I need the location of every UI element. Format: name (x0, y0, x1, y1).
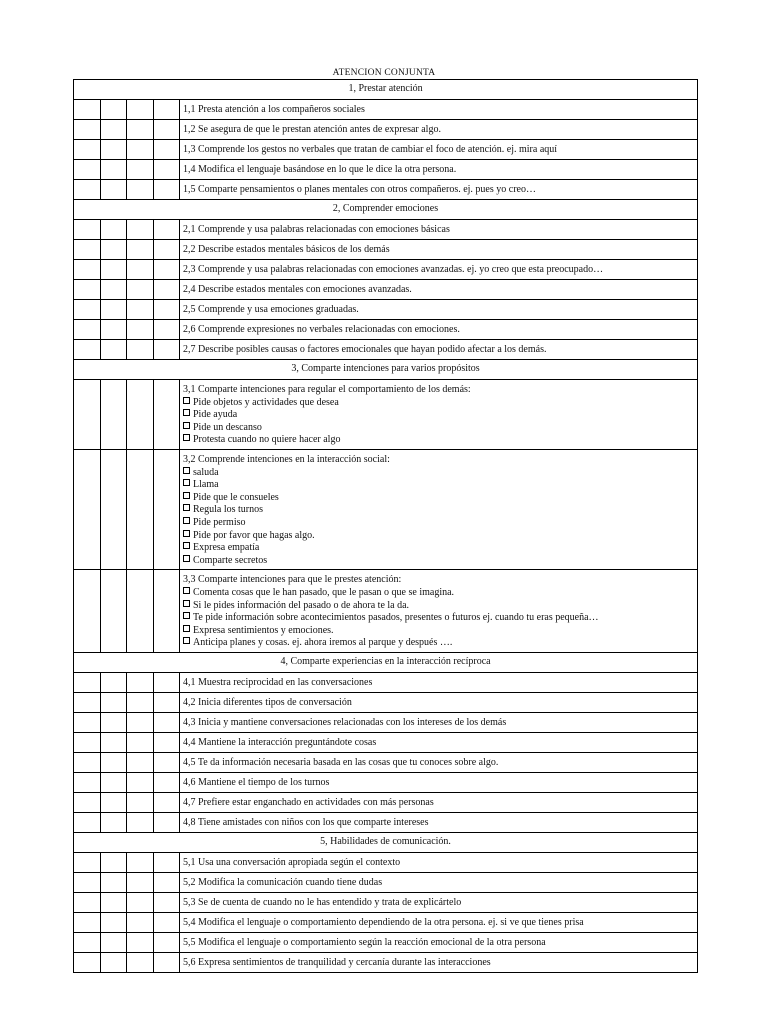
rating-cell-4[interactable] (154, 449, 180, 569)
item-text-cell (180, 672, 698, 692)
item-text-cell (180, 120, 698, 140)
subitem-text: Regula los turnos (193, 504, 263, 516)
rating-cell-1[interactable] (74, 220, 101, 240)
rating-cell-2[interactable] (101, 852, 127, 872)
rating-cell-3[interactable] (127, 280, 154, 300)
rating-cell-1[interactable] (74, 952, 101, 972)
item-text-cell (180, 280, 698, 300)
checklist-item-row (74, 280, 698, 300)
item-text-cell (180, 772, 698, 792)
item-text: 5,5 Modifica el lenguaje o comportamiento según la reacción emocional de la otra persona (183, 936, 546, 948)
rating-cell-2[interactable] (101, 952, 127, 972)
rating-cell-3[interactable] (127, 220, 154, 240)
rating-cell-1[interactable] (74, 812, 101, 832)
item-text: 4,6 Mantiene el tiempo de los turnos (183, 776, 330, 788)
item-text-cell (180, 732, 698, 752)
rating-cell-2[interactable] (101, 892, 127, 912)
rating-cell-1[interactable] (74, 100, 101, 120)
rating-cell-4[interactable] (154, 712, 180, 732)
rating-cell-1[interactable] (74, 449, 101, 569)
checklist-item-row (74, 320, 698, 340)
checkbox-square-icon[interactable] (183, 530, 190, 537)
subitem (183, 587, 694, 600)
checklist-table (73, 79, 698, 973)
document-title: ATENCION CONJUNTA (332, 68, 436, 78)
checklist-item-row (74, 712, 698, 732)
rating-cell-3[interactable] (127, 732, 154, 752)
rating-cell-3[interactable] (127, 872, 154, 892)
item-text: 2,6 Comprende expresiones no verbales relacionadas con emociones. (183, 324, 460, 335)
item-text-cell (180, 140, 698, 160)
item-text: 2,7 Describe posibles causas o factores emocionales que hayan podido afectar a los demás. (183, 344, 547, 355)
rating-cell-4[interactable] (154, 912, 180, 932)
rating-cell-3[interactable] (127, 380, 154, 450)
checkbox-square-icon[interactable] (183, 434, 190, 441)
checkbox-square-icon[interactable] (183, 504, 190, 511)
subitem-text: Comenta cosas que le han pasado, que le pasan o que se imagina. (193, 586, 455, 598)
rating-cell-3[interactable] (127, 932, 154, 952)
rating-cell-4[interactable] (154, 120, 180, 140)
item-text: 5,3 Se de cuenta de cuando no le has entendido y trata de explicártelo (183, 896, 462, 908)
item-text-cell (180, 872, 698, 892)
rating-cell-1[interactable] (74, 300, 101, 320)
item-text-cell (180, 812, 698, 832)
rating-cell-4[interactable] (154, 792, 180, 812)
subitem (183, 612, 694, 625)
rating-cell-4[interactable] (154, 260, 180, 280)
rating-cell-1[interactable] (74, 672, 101, 692)
rating-cell-3[interactable] (127, 140, 154, 160)
rating-cell-1[interactable] (74, 852, 101, 872)
item-text: 2,3 Comprende y usa palabras relacionadas con emociones avanzadas. ej. yo creo que esta preocupado… (183, 264, 604, 275)
subitem-text: Pide objetos y actividades que desea (193, 396, 339, 408)
checklist-item-row (74, 449, 698, 569)
item-text-cell (180, 792, 698, 812)
item-text-cell (180, 380, 698, 450)
rating-cell-2[interactable] (101, 380, 127, 450)
checkbox-square-icon[interactable] (183, 555, 190, 562)
section-header-row (74, 200, 698, 220)
subitem-text: Pide ayuda (193, 409, 238, 421)
subitem-text: Te pide información sobre acontecimientos pasados, presentes o futuros ej. cuando tu eras pequeña… (193, 612, 599, 624)
rating-cell-4[interactable] (154, 892, 180, 912)
rating-cell-3[interactable] (127, 320, 154, 340)
item-text: 1,4 Modifica el lenguaje basándose en lo que le dice la otra persona. (183, 164, 457, 175)
checklist-item-row (74, 300, 698, 320)
subitem (183, 422, 694, 435)
rating-cell-4[interactable] (154, 570, 180, 653)
checkbox-square-icon[interactable] (183, 467, 190, 474)
checklist-item-row (74, 570, 698, 653)
checklist-item-row (74, 872, 698, 892)
rating-cell-4[interactable] (154, 732, 180, 752)
rating-cell-1[interactable] (74, 872, 101, 892)
checklist-item-row (74, 220, 698, 240)
rating-cell-1[interactable] (74, 240, 101, 260)
item-text-cell (180, 300, 698, 320)
item-text-cell (180, 320, 698, 340)
subitem-text: Llama (193, 479, 219, 491)
rating-cell-1[interactable] (74, 892, 101, 912)
subitem-text: Pide por favor que hagas algo. (193, 529, 315, 541)
rating-cell-4[interactable] (154, 100, 180, 120)
rating-cell-4[interactable] (154, 872, 180, 892)
rating-cell-2[interactable] (101, 672, 127, 692)
checklist-item-row (74, 692, 698, 712)
rating-cell-1[interactable] (74, 772, 101, 792)
rating-cell-2[interactable] (101, 872, 127, 892)
rating-cell-4[interactable] (154, 340, 180, 360)
section-header-row (74, 832, 698, 852)
rating-cell-2[interactable] (101, 692, 127, 712)
rating-cell-1[interactable] (74, 912, 101, 932)
rating-cell-3[interactable] (127, 792, 154, 812)
rating-cell-1[interactable] (74, 160, 101, 180)
checkbox-square-icon[interactable] (183, 397, 190, 404)
item-text-cell (180, 180, 698, 200)
rating-cell-3[interactable] (127, 180, 154, 200)
checklist-item-row (74, 932, 698, 952)
rating-cell-4[interactable] (154, 160, 180, 180)
item-text: 3,1 Comparte intenciones para regular el comportamiento de los demás: (183, 384, 471, 395)
item-text: 4,1 Muestra reciprocidad en las conversaciones (183, 676, 373, 688)
rating-cell-2[interactable] (101, 340, 127, 360)
checklist-item-row (74, 672, 698, 692)
rating-cell-1[interactable] (74, 380, 101, 450)
rating-cell-1[interactable] (74, 752, 101, 772)
checklist-item-row (74, 752, 698, 772)
checklist-item-row (74, 380, 698, 450)
subitem (183, 434, 694, 447)
rating-cell-1[interactable] (74, 320, 101, 340)
item-text-cell (180, 160, 698, 180)
checkbox-square-icon[interactable] (183, 479, 190, 486)
item-text: 1,2 Se asegura de que le prestan atención antes de expresar algo. (183, 124, 441, 135)
item-text: 5,2 Modifica la comunicación cuando tiene dudas (183, 876, 383, 888)
rating-cell-2[interactable] (101, 320, 127, 340)
item-text: 5,1 Usa una conversación apropiada según el contexto (183, 856, 401, 868)
rating-cell-3[interactable] (127, 852, 154, 872)
checkbox-square-icon[interactable] (183, 612, 190, 619)
rating-cell-2[interactable] (101, 300, 127, 320)
subitem-text: Pide permiso (193, 516, 246, 528)
rating-cell-1[interactable] (74, 120, 101, 140)
checklist-item-row (74, 340, 698, 360)
rating-cell-1[interactable] (74, 932, 101, 952)
item-text: 5,6 Expresa sentimientos de tranquilidad y cercanía durante las interacciones (183, 956, 491, 968)
rating-cell-3[interactable] (127, 752, 154, 772)
item-text: 1,3 Comprende los gestos no verbales que tratan de cambiar el foco de atención. ej. mira aquí (183, 144, 558, 155)
rating-cell-1[interactable] (74, 792, 101, 812)
rating-cell-4[interactable] (154, 140, 180, 160)
rating-cell-3[interactable] (127, 812, 154, 832)
subitem (183, 530, 694, 543)
subitem (183, 467, 694, 480)
rating-cell-1[interactable] (74, 732, 101, 752)
rating-cell-3[interactable] (127, 570, 154, 653)
rating-cell-4[interactable] (154, 380, 180, 450)
rating-cell-4[interactable] (154, 672, 180, 692)
item-text-cell (180, 449, 698, 569)
rating-cell-3[interactable] (127, 692, 154, 712)
section-heading: 3, Comparte intenciones para varios propósitos (74, 360, 698, 380)
checkbox-square-icon[interactable] (183, 422, 190, 429)
rating-cell-3[interactable] (127, 120, 154, 140)
subitem (183, 492, 694, 505)
rating-cell-3[interactable] (127, 712, 154, 732)
rating-cell-3[interactable] (127, 160, 154, 180)
rating-cell-4[interactable] (154, 692, 180, 712)
subitem-text: Comparte secretos (193, 554, 268, 566)
rating-cell-4[interactable] (154, 300, 180, 320)
rating-cell-3[interactable] (127, 449, 154, 569)
section-heading: 1, Prestar atención (74, 80, 698, 100)
checkbox-square-icon[interactable] (183, 409, 190, 416)
item-text: 4,3 Inicia y mantiene conversaciones relacionadas con los intereses de los demás (183, 716, 507, 728)
rating-cell-3[interactable] (127, 892, 154, 912)
checklist-item-row (74, 772, 698, 792)
checklist-item-row (74, 892, 698, 912)
rating-cell-1[interactable] (74, 692, 101, 712)
rating-cell-1[interactable] (74, 140, 101, 160)
checkbox-square-icon[interactable] (183, 637, 190, 644)
checkbox-square-icon[interactable] (183, 542, 190, 549)
checkbox-square-icon[interactable] (183, 625, 190, 632)
rating-cell-3[interactable] (127, 300, 154, 320)
item-text: 3,3 Comparte intenciones para que le prestes atención: (183, 574, 402, 586)
rating-cell-2[interactable] (101, 792, 127, 812)
item-text-cell (180, 712, 698, 732)
item-text: 1,1 Presta atención a los compañeros sociales (183, 104, 365, 115)
rating-cell-1[interactable] (74, 712, 101, 732)
item-text: 5,4 Modifica el lenguaje o comportamiento dependiendo de la otra persona. ej. si ve que tienes prisa (183, 916, 584, 928)
subitem (183, 542, 694, 555)
item-text-cell (180, 570, 698, 653)
section-header-row (74, 80, 698, 100)
rating-cell-1[interactable] (74, 340, 101, 360)
section-header-row (74, 360, 698, 380)
item-text-cell (180, 952, 698, 972)
rating-cell-2[interactable] (101, 812, 127, 832)
checklist-item-row (74, 852, 698, 872)
rating-cell-2[interactable] (101, 772, 127, 792)
rating-cell-4[interactable] (154, 180, 180, 200)
checklist-item-row (74, 180, 698, 200)
subitem (183, 517, 694, 530)
item-text: 2,2 Describe estados mentales básicos de los demás (183, 244, 390, 255)
subitem (183, 625, 694, 638)
checklist-item-row (74, 912, 698, 932)
item-text: 4,8 Tiene amistades con niños con los que comparte intereses (183, 816, 429, 828)
subitem-text: Expresa empatía (193, 542, 260, 554)
item-text-cell (180, 340, 698, 360)
subitem-text: Pide que le consueles (193, 491, 279, 503)
checklist-item-row (74, 120, 698, 140)
item-text: 4,5 Te da información necesaria basada en las cosas que tu conoces sobre algo. (183, 756, 499, 768)
checkbox-square-icon[interactable] (183, 600, 190, 607)
checklist-item-row (74, 732, 698, 752)
rating-cell-2[interactable] (101, 260, 127, 280)
rating-cell-2[interactable] (101, 180, 127, 200)
item-text-cell (180, 752, 698, 772)
checklist-item-row (74, 100, 698, 120)
item-text-cell (180, 100, 698, 120)
rating-cell-2[interactable] (101, 280, 127, 300)
checklist-item-row (74, 792, 698, 812)
rating-cell-2[interactable] (101, 912, 127, 932)
rating-cell-4[interactable] (154, 752, 180, 772)
item-text-cell (180, 220, 698, 240)
checklist-item-row (74, 240, 698, 260)
subitem (183, 504, 694, 517)
item-text: 2,5 Comprende y usa emociones graduadas. (183, 304, 359, 315)
item-text-cell (180, 240, 698, 260)
rating-cell-3[interactable] (127, 240, 154, 260)
subitem-text: Anticipa planes y cosas. ej. ahora iremos al parque y después …. (193, 637, 453, 649)
subitem (183, 479, 694, 492)
item-text-cell (180, 692, 698, 712)
rating-cell-4[interactable] (154, 852, 180, 872)
item-text: 1,5 Comparte pensamientos o planes mentales con otros compañeros. ej. pues yo creo… (183, 184, 536, 195)
rating-cell-4[interactable] (154, 772, 180, 792)
subitem-text: Expresa sentimientos y emociones. (193, 624, 334, 636)
rating-cell-2[interactable] (101, 100, 127, 120)
rating-cell-1[interactable] (74, 280, 101, 300)
rating-cell-3[interactable] (127, 772, 154, 792)
item-text-cell (180, 932, 698, 952)
section-heading: 4, Comparte experiencias en la interacción recíproca (74, 652, 698, 672)
subitem-text: Protesta cuando no quiere hacer algo (193, 434, 341, 446)
checklist-item-row (74, 812, 698, 832)
item-text: 2,4 Describe estados mentales con emociones avanzadas. (183, 284, 412, 295)
subitem (183, 637, 694, 650)
checklist-item-row (74, 140, 698, 160)
rating-cell-2[interactable] (101, 240, 127, 260)
rating-cell-3[interactable] (127, 100, 154, 120)
rating-cell-4[interactable] (154, 240, 180, 260)
subitem-text: saluda (193, 466, 219, 478)
item-text-cell (180, 260, 698, 280)
checklist-item-row (74, 260, 698, 280)
subitem-text: Si le pides información del pasado o de ahora te la da. (193, 599, 410, 611)
rating-cell-2[interactable] (101, 220, 127, 240)
rating-cell-1[interactable] (74, 180, 101, 200)
checkbox-square-icon[interactable] (183, 492, 190, 499)
item-text-cell (180, 912, 698, 932)
item-text: 2,1 Comprende y usa palabras relacionadas con emociones básicas (183, 224, 450, 235)
subitem (183, 409, 694, 422)
checkbox-square-icon[interactable] (183, 517, 190, 524)
item-text: 3,2 Comprende intenciones en la interacción social: (183, 453, 390, 465)
rating-cell-3[interactable] (127, 952, 154, 972)
section-header-row (74, 652, 698, 672)
rating-cell-2[interactable] (101, 449, 127, 569)
section-heading: 2, Comprender emociones (74, 200, 698, 220)
checklist-item-row (74, 160, 698, 180)
checkbox-square-icon[interactable] (183, 587, 190, 594)
rating-cell-2[interactable] (101, 752, 127, 772)
checklist-body (74, 80, 698, 973)
rating-cell-2[interactable] (101, 732, 127, 752)
rating-cell-3[interactable] (127, 340, 154, 360)
item-text: 4,7 Prefiere estar enganchado en actividades con más personas (183, 796, 434, 808)
rating-cell-3[interactable] (127, 672, 154, 692)
rating-cell-2[interactable] (101, 932, 127, 952)
rating-cell-4[interactable] (154, 932, 180, 952)
subitem (183, 397, 694, 410)
rating-cell-2[interactable] (101, 160, 127, 180)
rating-cell-4[interactable] (154, 320, 180, 340)
rating-cell-2[interactable] (101, 140, 127, 160)
rating-cell-2[interactable] (101, 712, 127, 732)
rating-cell-3[interactable] (127, 912, 154, 932)
rating-cell-4[interactable] (154, 952, 180, 972)
subitem (183, 600, 694, 613)
item-text-cell (180, 892, 698, 912)
rating-cell-4[interactable] (154, 280, 180, 300)
rating-cell-3[interactable] (127, 260, 154, 280)
item-text: 4,4 Mantiene la interacción preguntándote cosas (183, 736, 377, 748)
rating-cell-2[interactable] (101, 120, 127, 140)
rating-cell-1[interactable] (74, 570, 101, 653)
subitem-text: Pide un descanso (193, 421, 262, 433)
rating-cell-4[interactable] (154, 812, 180, 832)
item-text-cell (180, 852, 698, 872)
rating-cell-1[interactable] (74, 260, 101, 280)
item-text: 4,2 Inicia diferentes tipos de conversación (183, 696, 352, 708)
section-heading: 5, Habilidades de comunicación. (74, 832, 698, 852)
rating-cell-4[interactable] (154, 220, 180, 240)
checklist-item-row (74, 952, 698, 972)
subitem (183, 555, 694, 568)
rating-cell-2[interactable] (101, 570, 127, 653)
